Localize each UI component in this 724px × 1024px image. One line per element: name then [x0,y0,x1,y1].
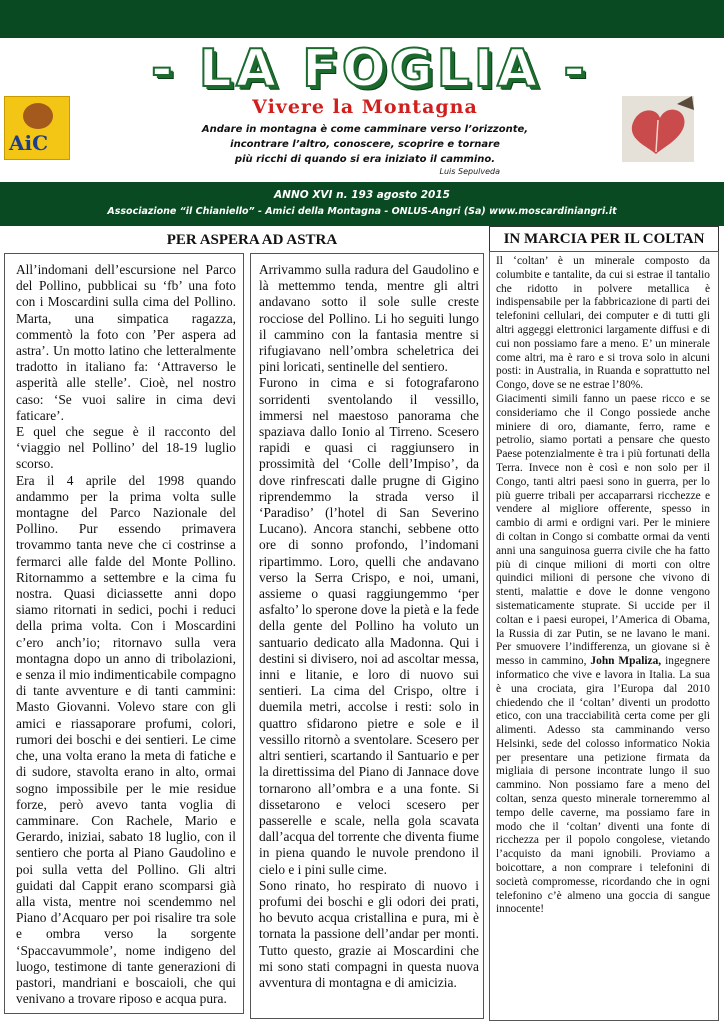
epigraph [160,122,570,167]
article-column-1 [16,262,236,1007]
leaf-image [622,96,694,162]
paragraph: Sono rinato, ho respirato di nuovo i profumi dei boschi e gli odori dei prati, ho bevuto acqua cristallina e pura, mi è tornata la passione dell’andar per monti. Tutto questo, grazie ai Moscardini che mi sono stati compagni in questa nuova avventura di montagna e di amicizia. [259,877,479,990]
epigraph-author: Luis Sepulveda [439,167,500,176]
paragraph: Era il 4 aprile del 1998 quando andammo per la prima volta sulle montagne del Parco Nazionale del Pollino. Pur essendo primavera trovammo tanta neve che ci costrinse a fermarci alle falde del Monte Pollino. Ritornammo a settembre e la cima fu nostra. Quasi diciassette anni dopo siamo ritornati in sedici, pochi i reduci della prima volta. Con i Moscardini c’ero anch’io; ritornavo sulla vera montagna dopo un anno di tribolazioni, e senza il mio indimenticabile compagno di tante avventure e di tanti cammini: Masto Giovanni. Volevo stare con gli amici e riassaporare profumi, colori, rumori dei boschi e dei sentieri. Le cime che, una volta erano la meta di fatiche e di sudore, stavolta erano in alto, ormai sogno impossibile per le mie residue forze, però avevo tanta voglia di camminare. Con Rachele, Mario e Gerardo, iniziai, sabato 18 luglio, con il sentiero che porta al Piano Gaudolino e poi sulla vetta del Pollino. Gli altri guidati dal Cappit erano scomparsi già alla vista, mentre noi scendemmo nel Piano d’Acquaro per poi risalire tra sole e ombra verso la sorgente ‘Spaccavummole’, nome indigeno del luogo, testimone di tante generazioni di pastori, mandriani e boscaioli, che qui venivano a trovare riposo e acqua pura. [16,472,236,1007]
aic-logo [4,96,70,160]
article-column-2 [259,262,479,991]
issue-number: ANNO XVI n. 193 agosto 2015 [274,189,450,201]
paragraph: All’indomani dell’escursione nel Parco del Pollino, pubblicai su ‘fb’ una foto con i Moscardini sulla cima del Pollino. Marta, una simpatica ragazza, commentò la foto con ’Per aspera ad astra’. Un motto latino che letteralmente tradotto in italiano fa: ‘Attraverso le asperità alle stelle’. Cioè, nel nostro caso: ‘Se vuoi salire in cima devi faticare’. [16,262,236,423]
paragraph: Arrivammo sulla radura del Gaudolino e là mettemmo tenda, mentre gli altri andavano sotto il sole sulle creste rocciose del Pollino. Li ho seguiti lungo il cammino con la fantasia mentre si rifugiavano nell’ombra scheletrica dei pini loricati, sentinelle del sentiero. [259,262,479,375]
paragraph-text: ingegnere informatico che vive e lavora in Italia. La sua è una crociata, gira l’Europa dal 2010 chiedendo che il ‘coltan’ diventi un prodotto etico, con una tracciabilità certa come per gli alimenti. Adesso sta camminando verso Helsinki, sede del colosso informatico Nokia per presentare una petizione firmata da migliaia di persone incontrate lungo il suo cammino. Non possiamo fare a meno del coltan, senza questo minerale torneremmo al tempo delle caverne, ma possiamo fare in modo che il ‘coltan’ diventi una fonte di ricchezza per il popolo congolese, vietando l’acquisto da mani ignobili. Proviamo a boicottare, a non comprare i telefonini di società compromesse, ricordando che in ogni telefonino c’è almeno una goccia di sangue innocente! [496,655,710,916]
paragraph: Il ‘coltan’ è un minerale composto da columbite e tantalite, da cui si estrae il tantalio che ridotto in polvere metallica è indispensabile per la fabbricazione di parti dei telefonini cellulari, dei computer e di tutti gli altri aggeggi elettronici largamente diffusi e di cui non possiamo fare a meno. E’ un minerale come altri, ma è raro e si trova solo in alcuni posti: in Australia, in Ruanda e soprattutto nel Congo, dove se ne estrae l’80%. [496,255,710,392]
association-line: Associazione “il Chianiello” - Amici della Montagna - ONLUS-Angri (Sa) www.moscardiniangri.it [107,206,617,217]
newspaper-subtitle: Vivere la Montagna [252,96,478,118]
article-column-3 [496,255,710,917]
left-article-heading: PER ASPERA AD ASTRA [166,232,338,248]
epigraph-line: più ricchi di quando si era iniziato il cammino. [234,154,496,165]
top-bar [0,0,724,38]
epigraph-line: Andare in montagna è come camminare verso l’orizzonte, [201,124,529,135]
person-name: John Mpaliza, [590,655,662,668]
epigraph-line: incontrare l’altro, conoscere, scoprire e tornare [230,139,500,150]
paragraph: Furono in cima e si fotografarono sorridenti sventolando il vessillo, immersi nel maestoso panorama che spaziava dallo Ionio al Tirreno. Scesero rapidi e quasi ci raggiunsero in prossimità del ‘Colle dell’Impiso’, da dove rinfrescati dalle prugne di Gigino riprendemmo la strada verso il ‘Paradiso’ (l’hotel di San Severino Lucano). Ancora stanchi, sebbene otto ore di sonno profondo, l’indomani ripartimmo. Loro, quelli che andavano verso la Serra Crispo, e noi, umani, assieme o quasi raggiungemmo ‘per asfalto’ lo sperone dove la pietà e la fede della gente del Pollino ha voluto un santuario dedicato alla Madonna. Qui i destini si divisero, noi ad ascoltar messa, inni e litanie, e loro di nuovo sui sentieri. La cima del Crispo, oltre i duemila metri, accolse i resti: solo in quattro sfidarono pietre e sole e il vessillo ritornò a sventolare. Scesero per altri sentieri, scartando il Santuario e per la direttissima del Piano di Jannace dove tornarono all’ombra e a una fonte. Si dissetarono e veloci scesero per passerelle e scale, nella gola scavata dall’acqua del torrente che diventa fiume in piena quando le nuvole prendono il cielo e i pini sulle cime. [259,375,479,877]
newspaper-title: - LA FOGLIA - [151,39,589,99]
paragraph: E quel che segue è il racconto del ‘viaggio nel Pollino’ del 18-19 luglio scorso. [16,424,236,472]
logo-text: AiC [9,131,49,155]
paragraph [496,393,710,917]
right-article-heading: IN MARCIA PER IL COLTAN [489,226,719,252]
paragraph-text: Giacimenti simili fanno un paese ricco e se consideriamo che il Congo possiede anche miniere di oro, diamante, ferro, rame e petrolio, siamo portati a pensare che questo Paese potenzialmente è tra i più fortunati della Terra. Invece non è così e non solo per il Congo, tanti altri paesi sono in guerra, per lo più guerre tribali per accaparrarsi ricchezze e vendere al migliore offerente, spesso in cambio di armi e ordigni vari. Per le miniere di coltan in Congo si combatte ormai da venti anni una sanguinosa guerra civile che ha fatto più di cinque milioni di morti con oltre quindici milioni di persone che vivono di stenti, malattie e dove le donne vengono sistematicamente stuprate. Si uccide per il coltan e i paesi europei, l’America di Obama, la Russia di zar Putin, se ne lavano le mani. Per smuovere l’indifferenza, un giovane si è messo in cammino, [496,392,710,668]
dormouse-icon [23,103,53,129]
leaf-icon [622,96,694,162]
